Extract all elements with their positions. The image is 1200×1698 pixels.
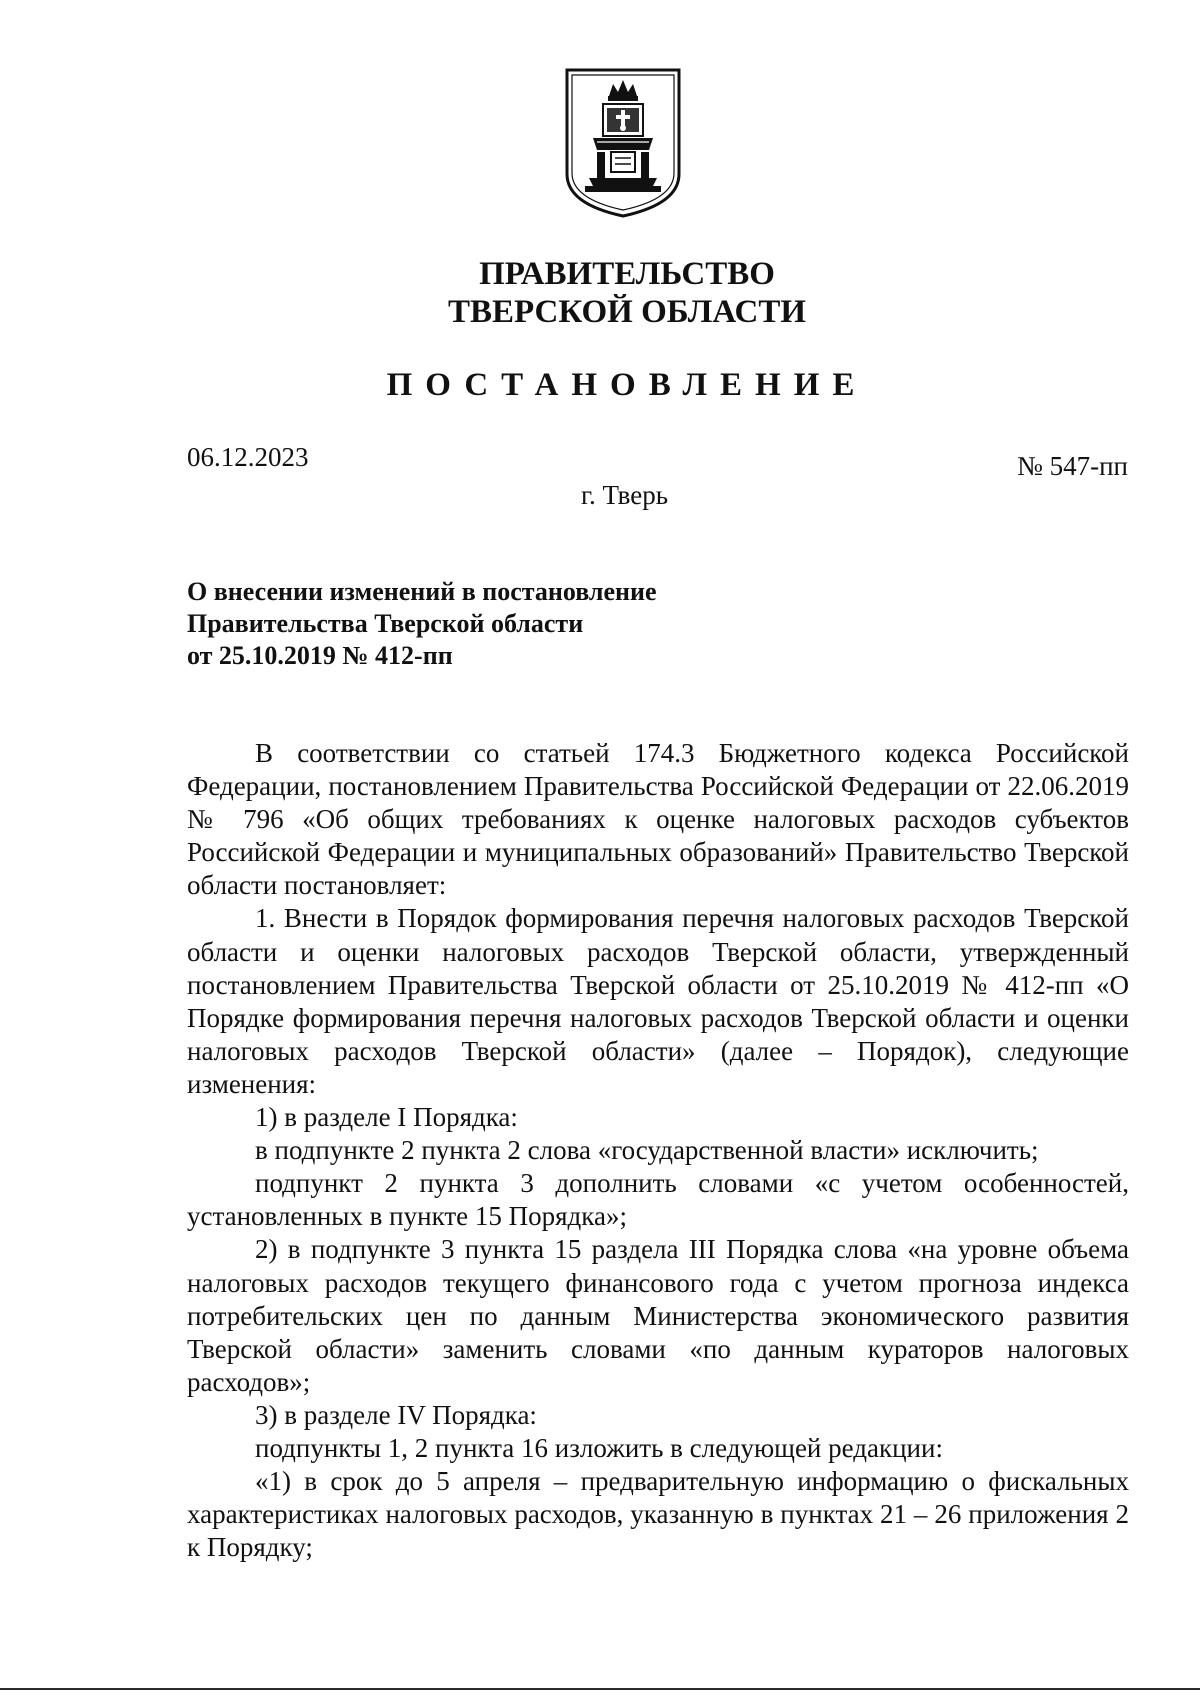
government-title-line1: ПРАВИТЕЛЬСТВО: [479, 256, 775, 292]
subject-line: Правительства Тверской области: [187, 609, 584, 638]
body-paragraph: В соответствии со статьей 174.3 Бюджетного кодекса Российской Федерации, постановлением Правительства Российской Федерации от 22.06.2019 № 796 «Об общих требованиях к оценке налоговых расходов субъектов Российской Федерации и муниципальных образований» Правительство Тверской области постановляет:: [187, 738, 1129, 901]
body-paragraph: «1) в срок до 5 апреля – предварительную информацию о фискальных характеристиках налоговых расходов, указанную в пунктах 21 – 26 приложения 2 к Порядку;: [187, 1466, 1129, 1563]
government-title-line2: ТВЕРСКОЙ ОБЛАСТИ: [447, 294, 807, 330]
scan-edge-line: [0, 1688, 1200, 1690]
body-paragraph: 1) в разделе I Порядка:: [255, 1102, 518, 1133]
body-paragraph: в подпункте 2 пункта 2 слова «государственной власти» исключить;: [255, 1135, 1039, 1166]
body-paragraph: подпункт 2 пункта 3 дополнить словами «с учетом особенностей, установленных в пункте 15 Порядка»;: [187, 1168, 1129, 1232]
body-paragraph: 1. Внести в Порядок формирования перечня налоговых расходов Тверской области и оценки налоговых расходов Тверской области, утвержденный постановлением Правительства Тверской области от 25.10.2019 № 412-пп «О Порядке формирования перечня налоговых расходов Тверской области и оценки налоговых расходов Тверской области» (далее – Порядок), следующие изменения:: [187, 903, 1129, 1099]
body-paragraph: 3) в разделе IV Порядка:: [255, 1399, 537, 1430]
document-city: г. Тверь: [581, 480, 669, 510]
document-body: [187, 737, 1129, 1564]
document-date: 06.12.2023: [187, 442, 309, 472]
document-subject: [187, 576, 657, 672]
body-paragraph: 2) в подпункте 3 пункта 15 раздела III Порядка слова «на уровне объема налоговых расходов текущего финансового года с учетом прогноза индекса потребительских цен по данным Министерства экономического развития Тверской области» заменить словами «по данным кураторов налоговых расходов»;: [187, 1234, 1129, 1397]
coat-of-arms-emblem: [563, 66, 683, 218]
body-paragraph: подпункты 1, 2 пункта 16 изложить в следующей редакции:: [255, 1432, 943, 1463]
document-number: № 547-пп: [1017, 451, 1128, 481]
subject-line: О внесении изменений в постановление: [187, 577, 657, 606]
subject-line: от 25.10.2019 № 412-пп: [187, 641, 453, 670]
document-type-heading: ПОСТАНОВЛЕНИЕ: [386, 367, 868, 403]
